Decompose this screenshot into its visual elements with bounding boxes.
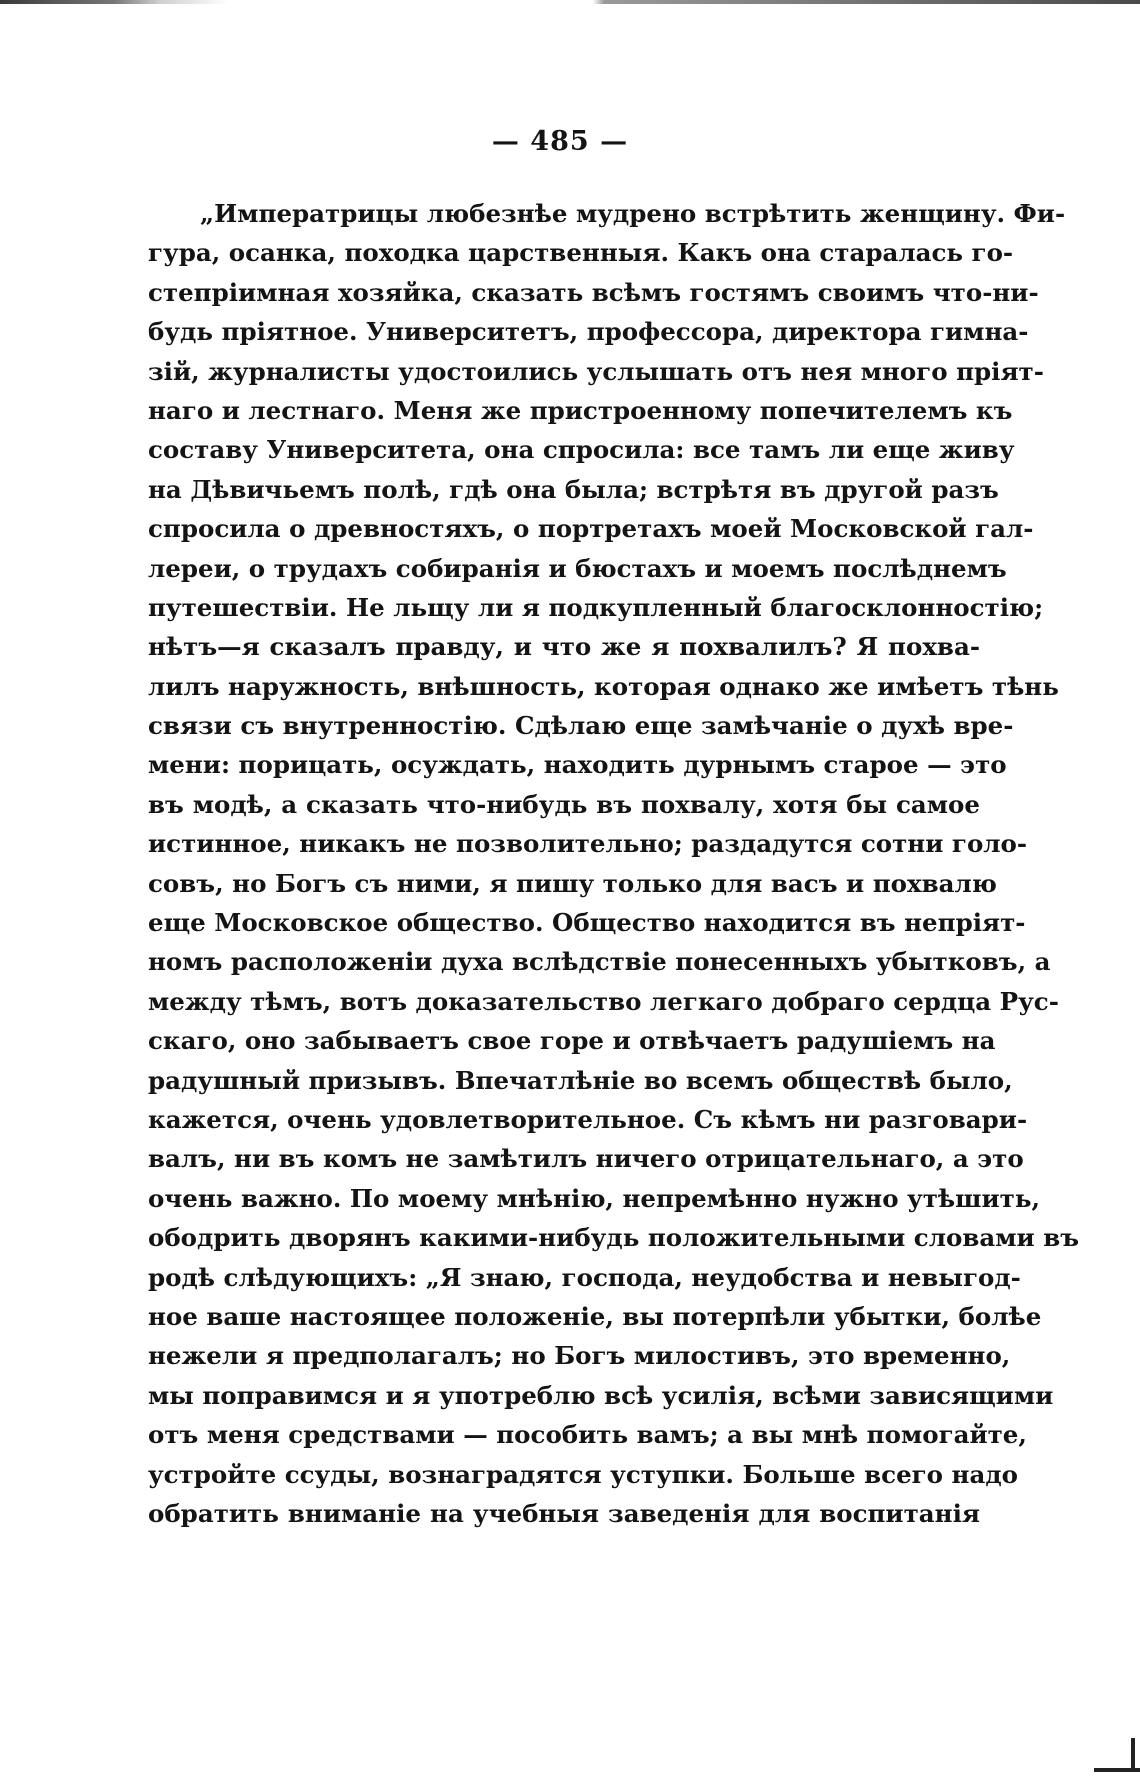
text-line: устройте ссуды, вознаградятся уступки. Больше всего надо bbox=[148, 1459, 1019, 1489]
text-line: въ модѣ, а сказать что-нибудь въ похвалу, хотя бы самое bbox=[148, 789, 980, 819]
text-line: на Дѣвичьемъ полѣ, гдѣ она была; встрѣтя въ другой разъ bbox=[148, 474, 999, 504]
text-line: связи съ внутренностію. Сдѣлаю еще замѣчаніе о духѣ вре- bbox=[148, 711, 1014, 741]
text-line: истинное, никакъ не позволительно; раздадутся сотни голо- bbox=[148, 829, 1028, 859]
text-line: номъ расположеніи духа вслѣдствіе понесенныхъ убытковъ, а bbox=[148, 947, 1051, 977]
text-line: наго и лестнаго. Меня же пристроенному попечителемъ къ bbox=[148, 395, 1013, 425]
text-line: спросила о древностяхъ, о портретахъ моей Московской гал- bbox=[148, 514, 1034, 544]
text-line: зій, журналисты удостоились услышать отъ нея много пріят- bbox=[148, 356, 1044, 386]
text-line: „Императрицы любезнѣе мудрено встрѣтить женщину. Фи- bbox=[200, 199, 1066, 228]
scan-edge-mark bbox=[1131, 1738, 1135, 1772]
text-line: отъ меня средствами — пособить вамъ; а вы мнѣ помогайте, bbox=[148, 1420, 1027, 1450]
text-line: скаго, оно забываетъ свое горе и отвѣчаетъ радушіемъ на bbox=[148, 1026, 996, 1056]
text-line: совъ, но Богъ съ ними, я пишу только для васъ и похвалю bbox=[148, 868, 997, 898]
text-line: кажется, очень удовлетворительное. Съ кѣмъ ни разговари- bbox=[148, 1104, 1028, 1134]
text-line: нежели я предполагалъ; но Богъ милостивъ, это временно, bbox=[148, 1341, 1011, 1371]
text-line: составу Университета, она спросила: все тамъ ли еще живу bbox=[148, 435, 1015, 465]
text-line: радушный призывъ. Впечатлѣніе во всемъ обществѣ было, bbox=[148, 1065, 1013, 1095]
text-line: гура, осанка, походка царственныя. Какъ она старалась го- bbox=[148, 238, 1014, 268]
text-line: мы поправимся и я употреблю всѣ усилія, всѣми зависящими bbox=[148, 1380, 1054, 1410]
text-line: еще Московское общество. Общество находится въ непріят- bbox=[148, 908, 1026, 938]
text-line: мени: порицать, осуждать, находить дурнымъ старое — это bbox=[148, 750, 1007, 780]
text-line: ное ваше настоящее положеніе, вы потерпѣли убытки, болѣе bbox=[148, 1301, 1042, 1331]
text-line: ободрить дворянъ какими-нибудь положительными словами въ bbox=[148, 1223, 1080, 1253]
text-line: валъ, ни въ комъ не замѣтилъ ничего отрицательнаго, а это bbox=[148, 1144, 1024, 1174]
text-line: нѣтъ—я сказалъ правду, и что же я похвалилъ? Я похва- bbox=[148, 632, 980, 662]
text-line: обратить вниманіе на учебныя заведенія для воспитанія bbox=[148, 1498, 980, 1528]
text-line: степріимная хозяйка, сказать всѣмъ гостямъ своимъ что-ни- bbox=[148, 277, 1039, 307]
page-body bbox=[148, 194, 1080, 1533]
text-line: между тѣмъ, вотъ доказательство легкаго добраго сердца Рус- bbox=[148, 986, 1059, 1016]
text-line: будь пріятное. Университетъ, профессора, директора гимна- bbox=[148, 317, 1029, 347]
text-line: лереи, о трудахъ собиранія и бюстахъ и моемъ послѣднемъ bbox=[148, 553, 1007, 583]
scan-top-edge bbox=[0, 0, 1140, 4]
text-line: лилъ наружность, внѣшность, которая однако же имѣетъ тѣнь bbox=[148, 671, 1059, 701]
text-line: очень важно. По моему мнѣнію, непремѣнно нужно утѣшить, bbox=[148, 1183, 1041, 1213]
page-number: — 485 — bbox=[491, 126, 629, 157]
text-line: родѣ слѣдующихъ: „Я знаю, господа, неудобства и невыгод- bbox=[148, 1262, 1021, 1292]
text-line: путешествіи. Не льщу ли я подкупленный благосклонностію; bbox=[148, 592, 1044, 622]
